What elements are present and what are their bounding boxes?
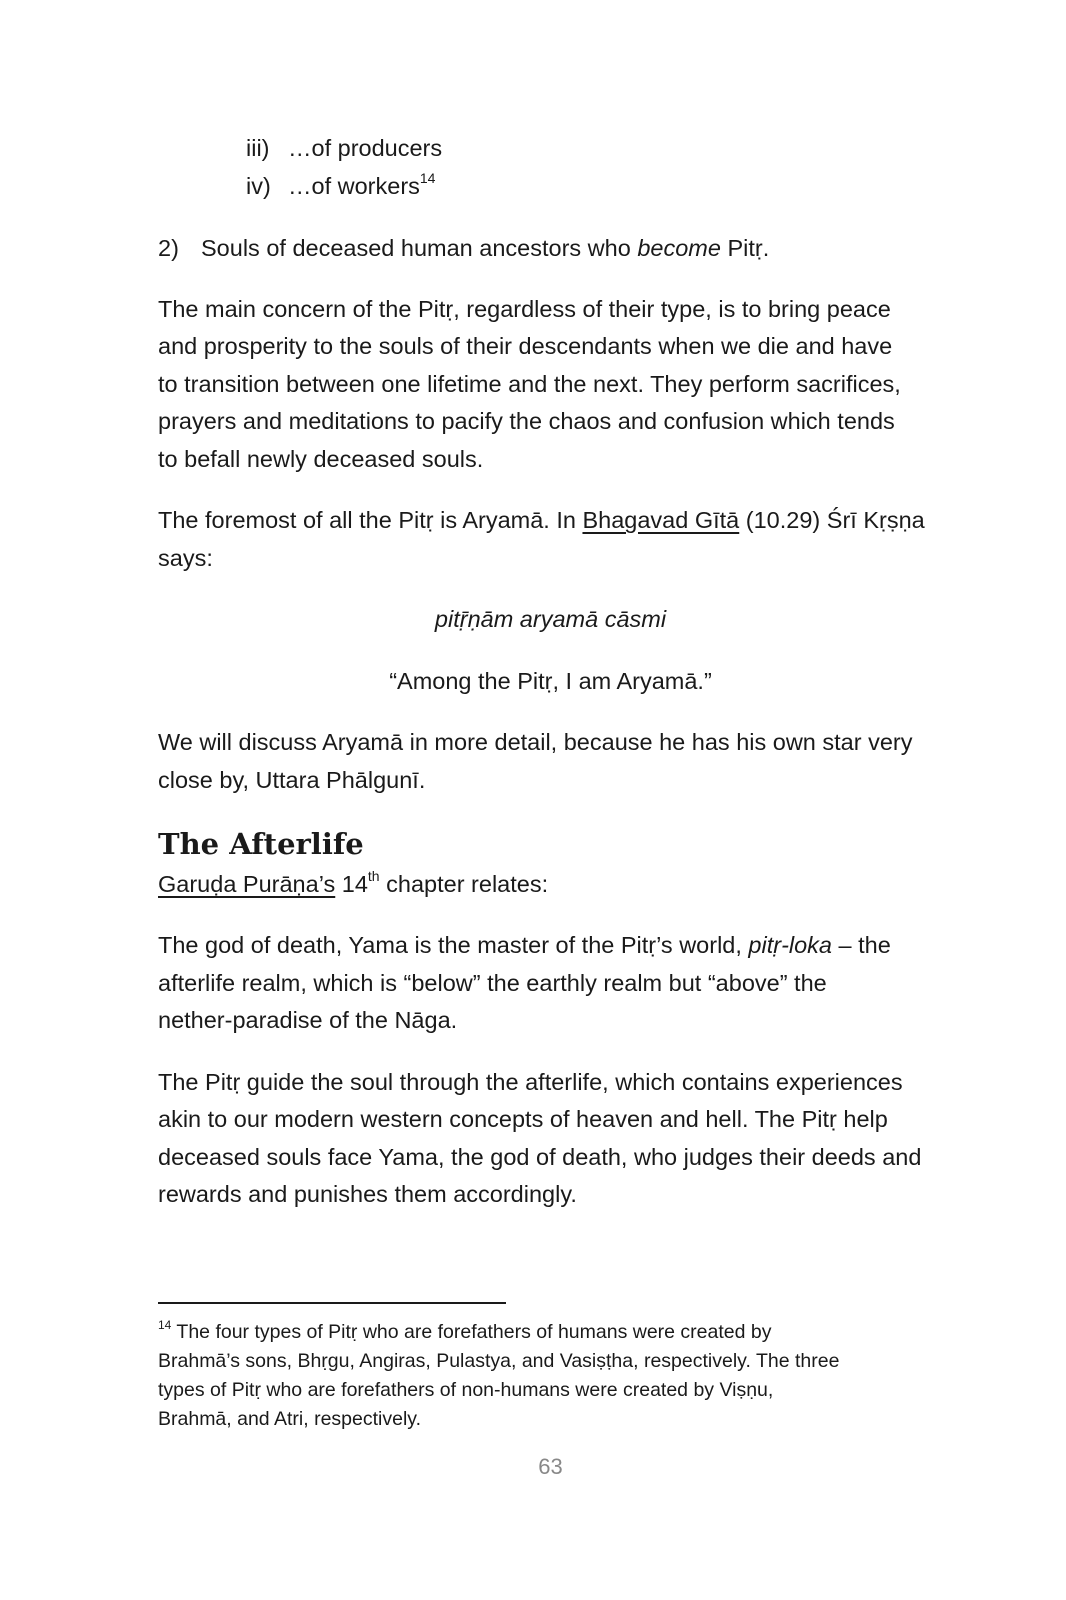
text-run: The god of death, Yama is the master of the Pitṛ’s world, <box>158 932 749 958</box>
footnote-reference[interactable]: 14 <box>419 170 436 186</box>
footnote-line: Brahmā, and Atri, respectively. <box>158 1408 422 1430</box>
book-title-link[interactable]: Garuḍa Purāṇa’s <box>158 871 336 897</box>
book-title-link[interactable]: Bhagavad Gītā <box>582 507 740 533</box>
footnote-divider <box>158 1302 506 1304</box>
text-run: Pitṛ. <box>720 235 770 261</box>
paragraph-line: rewards and punishes them accordingly. <box>158 1181 577 1207</box>
text-run: The four types of Pitṛ who are forefathers of humans were created by <box>171 1321 772 1343</box>
document-page <box>158 0 958 1600</box>
text-run: The foremost of all the Pitṛ is Aryamā. In <box>158 507 583 533</box>
paragraph-line: We will discuss Aryamā in more detail, because he has his own star very <box>158 729 913 755</box>
footnote-line: types of Pitṛ who are forefathers of non-humans were created by Viṣṇu, <box>158 1379 774 1401</box>
ordinal-suffix: th <box>367 868 380 884</box>
list-item-text <box>201 229 769 267</box>
paragraph-line: prayers and meditations to pacify the chaos and confusion which tends <box>158 408 895 434</box>
paragraph-line: The main concern of the Pitṛ, regardless of their type, is to bring peace <box>158 296 891 322</box>
paragraph-line: says: <box>158 545 213 571</box>
quote-translation: “Among the Pitṛ, I am Aryamā.” <box>389 668 712 694</box>
paragraph-line: close by, Uttara Phālgunī. <box>158 767 426 793</box>
text-run: (10.29) Śrī Kṛṣṇa <box>739 507 925 533</box>
list-item-text-wrap <box>288 167 435 205</box>
paragraph-line: akin to our modern western concepts of heaven and hell. The Pitṛ help <box>158 1106 888 1132</box>
footnote-number: 14 <box>158 1318 172 1332</box>
text-run: – the <box>832 932 891 958</box>
sanskrit-quote: pitṝṇām aryamā cāsmi <box>434 606 667 632</box>
source-line <box>158 865 548 903</box>
paragraph-line: The Pitṛ guide the soul through the afterlife, which contains experiences <box>158 1069 903 1095</box>
paragraph-line <box>158 926 891 964</box>
emphasis-text: pitṛ-loka <box>748 932 833 958</box>
footnote-line: Brahmā’s sons, Bhṛgu, Angiras, Pulastya, and Vasiṣṭha, respectively. The three <box>158 1350 840 1372</box>
section-heading: The Afterlife <box>158 827 364 861</box>
paragraph-line: afterlife realm, which is “below” the earthly realm but “above” the <box>158 970 827 996</box>
list-item-number: 2) <box>158 235 179 261</box>
list-item-text: …of producers <box>288 135 443 161</box>
text-run: 14 <box>335 871 368 897</box>
list-item-number: iii) <box>246 135 270 161</box>
paragraph-line: to transition between one lifetime and the next. They perform sacrifices, <box>158 371 901 397</box>
page-number: 63 <box>538 1454 563 1479</box>
text-run: chapter relates: <box>379 871 549 897</box>
emphasis-text: become <box>637 235 721 261</box>
paragraph-line: to befall newly deceased souls. <box>158 446 484 472</box>
list-item-number: iv) <box>246 173 271 199</box>
paragraph-line: and prosperity to the souls of their descendants when we die and have <box>158 333 893 359</box>
list-item-text: …of workers <box>288 173 420 199</box>
footnote-line <box>158 1318 771 1347</box>
text-run: Souls of deceased human ancestors who <box>201 235 638 261</box>
paragraph-line <box>158 501 925 539</box>
paragraph-line: nether-paradise of the Nāga. <box>158 1007 458 1033</box>
paragraph-line: deceased souls face Yama, the god of death, who judges their deeds and <box>158 1144 922 1170</box>
